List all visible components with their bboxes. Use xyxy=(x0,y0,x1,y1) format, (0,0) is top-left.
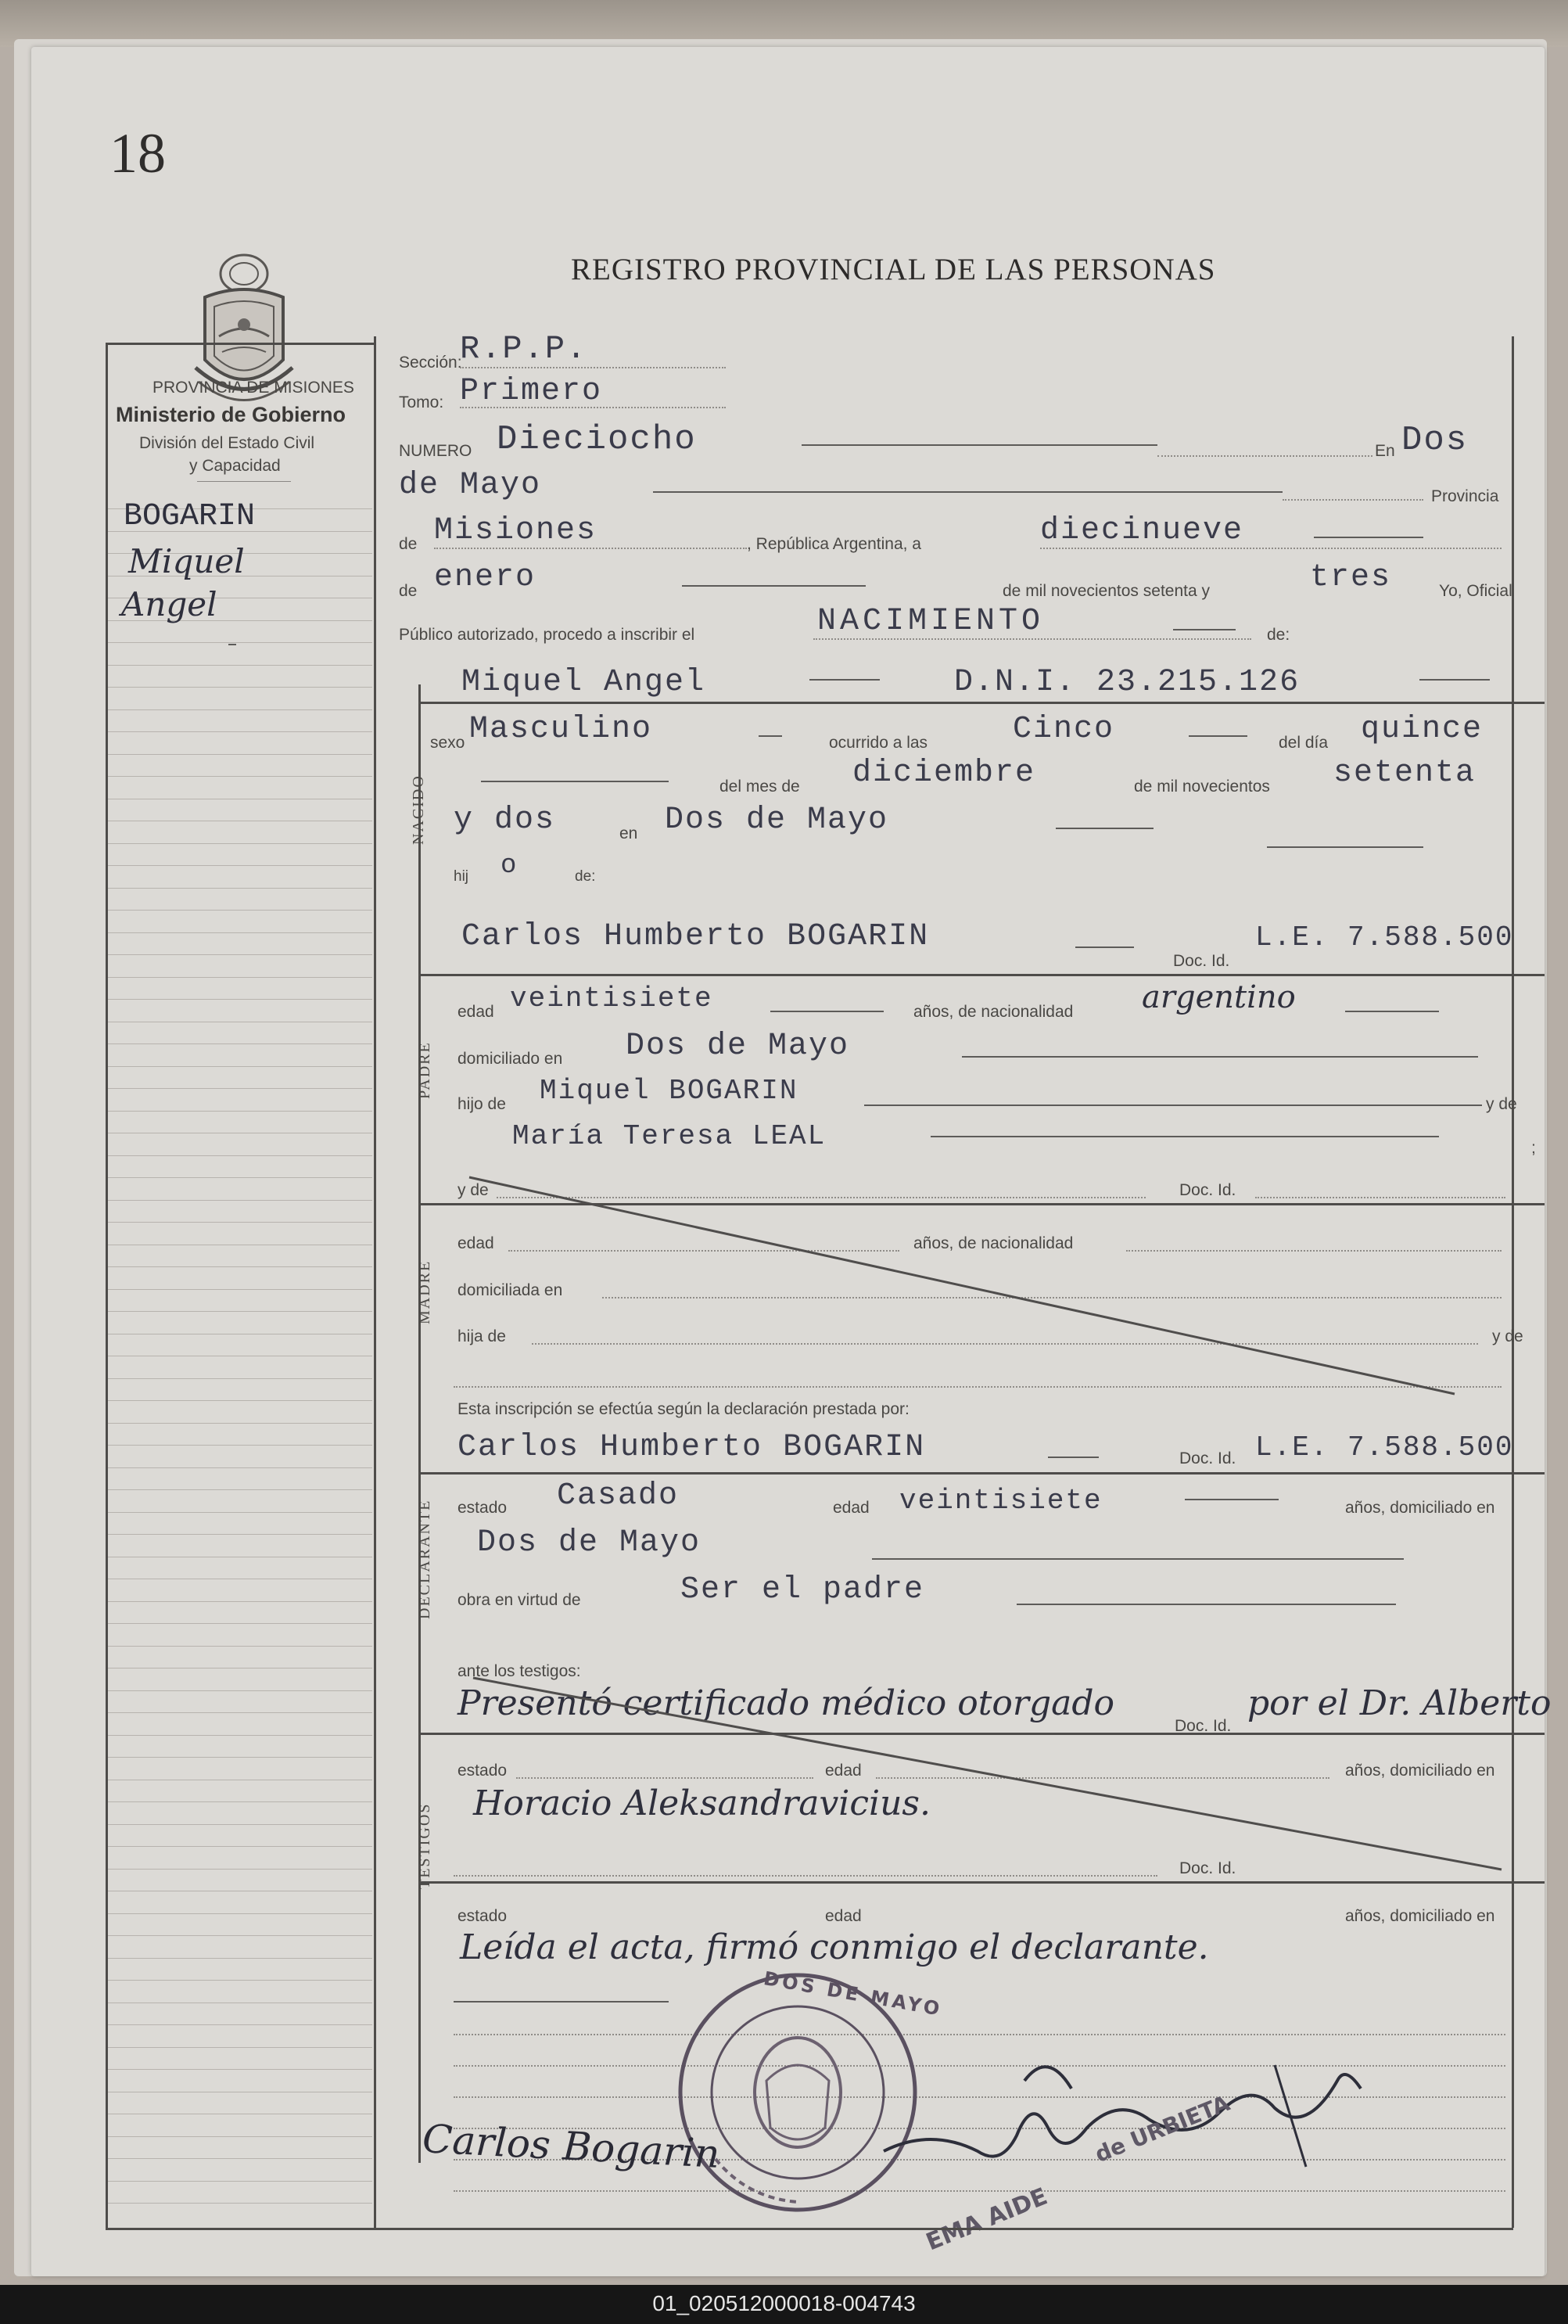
strike-lines xyxy=(31,47,1545,2276)
label-padre-nac: años, de nacionalidad xyxy=(913,1003,1074,1021)
label-padre-hijo-de: hijo de xyxy=(457,1095,506,1113)
label-padre-y-de: y de xyxy=(1486,1095,1517,1113)
value-padre-hijo-de: Miquel BOGARIN xyxy=(540,1075,798,1107)
label-hij: hij xyxy=(454,868,469,885)
page-number: 18 xyxy=(109,122,166,185)
label-testigo2-edad: edad xyxy=(825,1907,862,1925)
value-cierre: Leída el acta, firmó conmigo el declarante. xyxy=(460,1927,1209,1967)
label-mil-novecientos: de mil novecientos setenta y xyxy=(1003,582,1210,600)
value-anio: tres xyxy=(1310,560,1392,595)
label-en-nac: en xyxy=(619,824,638,842)
value-anio-nac-2: y dos xyxy=(454,803,556,838)
label-madre-hija-de: hija de xyxy=(457,1327,506,1345)
value-dia-nac: quince xyxy=(1361,712,1484,747)
reference-bar xyxy=(0,2285,1568,2324)
label-madre-edad: edad xyxy=(457,1234,494,1252)
label-ocurrido: ocurrido a las xyxy=(829,734,928,752)
value-declarante-nombre: Carlos Humberto BOGARIN xyxy=(457,1430,926,1465)
label-declarante-estado: estado xyxy=(457,1499,508,1517)
label-testigo-edad: edad xyxy=(825,1762,862,1780)
label-declarante-dom: años, domiciliado en xyxy=(1345,1499,1495,1517)
label-padre-dom: domiciliado en xyxy=(457,1050,563,1068)
label-mil-novecientos-2: de mil novecientos xyxy=(1134,778,1270,796)
label-de-acto: de: xyxy=(1267,626,1290,644)
value-nota2: Horacio Aleksandravicius. xyxy=(473,1783,931,1823)
label-en: En xyxy=(1375,442,1395,460)
label-madre-dom: domiciliada en xyxy=(457,1281,563,1299)
label-testigo-estado: estado xyxy=(457,1762,508,1780)
value-nombre: Miquel Angel xyxy=(461,665,706,700)
value-hora: Cinco xyxy=(1013,712,1115,747)
label-padre-edad: edad xyxy=(457,1003,494,1021)
value-obra: Ser el padre xyxy=(680,1572,925,1607)
reference-code: 01_020512000018-004743 xyxy=(652,2291,916,2315)
label-de-provincia: de xyxy=(399,535,418,553)
section-label-testigos: TESTIGOS xyxy=(416,1802,433,1889)
label-del-dia: del día xyxy=(1279,734,1329,752)
label-yo-oficial: Yo, Oficial xyxy=(1439,582,1512,600)
value-lugar: de Mayo xyxy=(399,468,542,503)
value-tomo: Primero xyxy=(460,374,603,409)
label-madre-y-de-2: y de xyxy=(1492,1327,1523,1345)
value-lugar-nac: Dos de Mayo xyxy=(665,803,889,838)
label-esta-inscripcion: Esta inscripción se efectúa según la declaración prestada por: xyxy=(457,1400,910,1418)
org-province: PROVINCIA DE MISIONES xyxy=(152,379,354,397)
margin-surname: BOGARIN xyxy=(124,499,256,534)
value-declarante-edad: veintisiete xyxy=(899,1485,1103,1517)
label-declarante-doc: Doc. Id. xyxy=(1179,1449,1236,1467)
value-numero: Dieciocho xyxy=(497,420,697,459)
value-declarante-doc: L.E. 7.588.500 xyxy=(1255,1431,1514,1464)
value-sexo: Masculino xyxy=(469,712,653,747)
value-mes-nac: diciembre xyxy=(852,756,1036,791)
label-madre-y-de: y de xyxy=(457,1181,489,1199)
label-republica: , República Argentina, a xyxy=(747,535,921,553)
org-division: División del Estado Civil xyxy=(139,434,315,452)
document-page xyxy=(31,47,1552,2276)
value-anio-nac: setenta xyxy=(1333,756,1477,791)
label-provincia: Provincia xyxy=(1431,487,1499,505)
label-testigo-doc-2: Doc. Id. xyxy=(1179,1859,1236,1877)
value-dni: D.N.I. 23.215.126 xyxy=(954,665,1301,700)
section-label-nacido: NACIDO xyxy=(410,774,427,845)
value-padre-doc: L.E. 7.588.500 xyxy=(1255,921,1514,954)
margin-given-1: Miquel xyxy=(128,542,245,580)
org-ministry: Ministerio de Gobierno xyxy=(116,403,346,426)
value-mes: enero xyxy=(434,560,536,595)
seal-text: DOS DE MAYO xyxy=(762,1967,945,2020)
label-seccion: Sección: xyxy=(399,354,462,372)
value-padre-nacionalidad: argentino xyxy=(1142,979,1296,1015)
value-nota1b: por el Dr. Alberto xyxy=(1247,1683,1552,1723)
section-label-padre: PADRE xyxy=(416,1041,433,1099)
label-de-mes: de xyxy=(399,582,418,600)
org-division-2: y Capacidad xyxy=(189,457,281,475)
official-stamp-name: EMA AIDE xyxy=(922,2182,1052,2257)
label-numero: NUMERO xyxy=(399,442,472,460)
value-padre-domicilio: Dos de Mayo xyxy=(626,1029,850,1064)
value-padre-nombre: Carlos Humberto BOGARIN xyxy=(461,919,930,954)
page-bottom-rule xyxy=(106,2228,1513,2230)
value-padre-edad: veintisiete xyxy=(510,982,713,1015)
label-obra: obra en virtud de xyxy=(457,1591,581,1609)
label-sexo: sexo xyxy=(430,734,465,752)
value-seccion: R.P.P. xyxy=(460,330,588,368)
section-label-madre: MADRE xyxy=(416,1259,433,1324)
label-ante-testigos: ante los testigos: xyxy=(457,1662,581,1680)
section-label-declarante: DECLARANTE xyxy=(416,1499,433,1619)
signature-left: Carlos Bogarin xyxy=(421,2116,721,2177)
label-del-mes: del mes de xyxy=(719,778,800,796)
label-testigo2-estado: estado xyxy=(457,1907,508,1925)
label-publico: Público autorizado, procedo a inscribir el xyxy=(399,626,695,644)
label-madre-nac: años, de nacionalidad xyxy=(913,1234,1074,1252)
value-en: Dos xyxy=(1401,421,1469,460)
label-declarante-edad: edad xyxy=(833,1499,870,1517)
value-declarante-estado: Casado xyxy=(557,1478,680,1514)
label-semicolon: ; xyxy=(1531,1139,1536,1157)
value-dia: diecinueve xyxy=(1040,513,1244,548)
label-testigo-dom: años, domiciliado en xyxy=(1345,1762,1495,1780)
official-stamp-surname: de URBIETA xyxy=(1091,2090,1234,2168)
label-hij-de: de: xyxy=(575,868,596,885)
label-testigo-doc: Doc. Id. xyxy=(1175,1717,1232,1735)
value-padre-madre: María Teresa LEAL xyxy=(512,1120,827,1152)
value-declarante-domicilio: Dos de Mayo xyxy=(477,1525,701,1561)
document-title: REGISTRO PROVINCIAL DE LAS PERSONAS xyxy=(571,253,1216,286)
label-padre-doc: Doc. Id. xyxy=(1173,952,1230,970)
value-acto: NACIMIENTO xyxy=(817,604,1045,639)
value-nota1: Presentó certificado médico otorgado xyxy=(457,1683,1114,1723)
margin-given-2: Angel xyxy=(121,585,217,623)
value-provincia: Misiones xyxy=(434,513,597,548)
label-tomo: Tomo: xyxy=(399,393,444,411)
value-hij: o xyxy=(501,851,518,881)
label-madre-doc: Doc. Id. xyxy=(1179,1181,1236,1199)
label-testigo2-dom: años, domiciliado en xyxy=(1345,1907,1495,1925)
